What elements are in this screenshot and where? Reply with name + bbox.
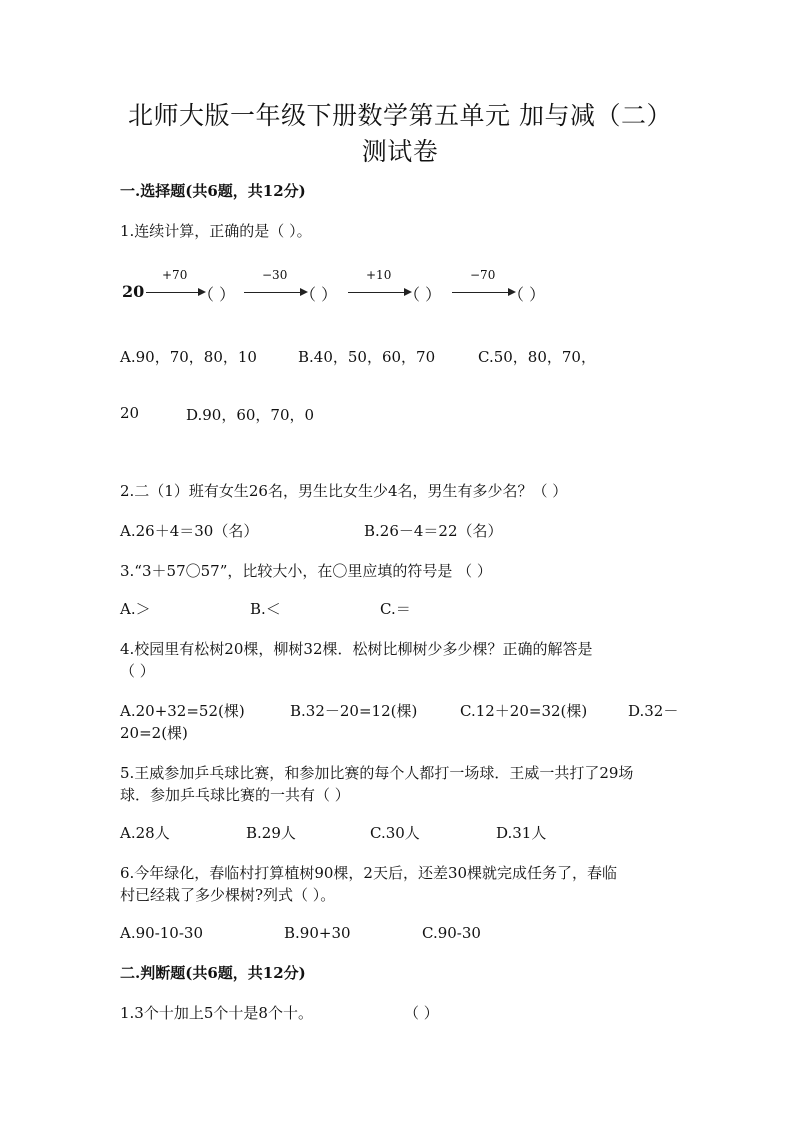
question-5-option-a: A.28人 — [120, 824, 170, 842]
chain-op-2: −30 — [262, 268, 288, 282]
question-3-option-c: C.＝ — [380, 600, 411, 618]
question-6-option-c: C.90-30 — [422, 924, 481, 942]
question-5-stem-line-2: 球．参加乒乓球比赛的一共有（ ） — [120, 786, 350, 804]
chain-blank-3: （ ） — [404, 285, 442, 304]
page-title: 北师大版一年级下册数学第五单元 加与减（二） — [128, 101, 672, 130]
chain-blank-2: （ ） — [300, 285, 338, 304]
question-3-option-b: B.＜ — [250, 600, 281, 618]
question-4-stem-line-2: （ ） — [120, 662, 155, 680]
chain-arrow-2 — [244, 292, 300, 293]
chain-blank-1: （ ） — [198, 285, 236, 304]
question-4-option-d: D.32－ — [628, 702, 679, 720]
section-heading-choice: 一.选择题(共6题，共12分) — [120, 182, 306, 200]
chain-arrow-4 — [452, 292, 508, 293]
question-1-option-c: C.50，80，70， — [478, 348, 596, 366]
question-3-option-a: A.＞ — [120, 600, 151, 618]
question-3-stem: 3.“3＋57〇57”，比较大小，在〇里应填的符号是 （ ） — [120, 562, 492, 580]
question-4-option-b: B.32－20=12(棵) — [290, 702, 418, 720]
chain-arrow-3 — [348, 292, 404, 293]
question-4-option-c: C.12＋20=32(棵) — [460, 702, 588, 720]
question-1-option-a: A.90，70，80，10 — [120, 348, 257, 366]
question-4-stem-line-1: 4.校园里有松树20棵，柳树32棵．松树比柳树少多少棵？正确的解答是 — [120, 640, 593, 658]
chain-start-value: 20 — [122, 282, 145, 301]
chain-arrow-1 — [146, 292, 198, 293]
question-1-option-c-continued: 20 — [120, 404, 140, 422]
question-5-option-b: B.29人 — [246, 824, 296, 842]
question-6-stem-line-1: 6.今年绿化，春临村打算植树90棵，2天后，还差30棵就完成任务了，春临 — [120, 864, 618, 882]
question-5-stem-line-1: 5.王威参加乒乓球比赛，和参加比赛的每个人都打一场球．王威一共打了29场 — [120, 764, 634, 782]
question-1-stem: 1.连续计算，正确的是（ ）。 — [120, 222, 312, 240]
question-6-option-a: A.90-10-30 — [120, 924, 203, 942]
judgment-question-1-blank: （ ） — [404, 1004, 439, 1022]
question-2-option-a: A.26＋4＝30（名） — [120, 522, 259, 540]
question-1-option-d: D.90，60，70，0 — [186, 406, 315, 424]
question-6-option-b: B.90+30 — [284, 924, 351, 942]
chain-op-1: +70 — [162, 268, 188, 282]
chain-op-4: −70 — [470, 268, 496, 282]
section-heading-judgment: 二.判断题(共6题，共12分) — [120, 964, 306, 982]
chain-op-3: +10 — [366, 268, 392, 282]
judgment-question-1-stem: 1.3个十加上5个十是8个十。 — [120, 1004, 313, 1022]
question-1-option-b: B.40，50，60，70 — [298, 348, 436, 366]
question-5-option-d: D.31人 — [496, 824, 547, 842]
chain-blank-4: （ ） — [508, 285, 546, 304]
question-5-option-c: C.30人 — [370, 824, 420, 842]
page-subtitle: 测试卷 — [361, 137, 439, 166]
question-6-stem-line-2: 村已经栽了多少棵树?列式（ ）。 — [120, 886, 336, 904]
question-2-stem: 2.二（1）班有女生26名，男生比女生少4名，男生有多少名？（ ） — [120, 482, 568, 500]
question-2-option-b: B.26－4＝22（名） — [364, 522, 503, 540]
question-4-option-a: A.20+32=52(棵) — [120, 702, 245, 720]
question-4-option-d-continued: 20=2(棵) — [120, 724, 188, 742]
calculation-chain — [120, 268, 580, 308]
